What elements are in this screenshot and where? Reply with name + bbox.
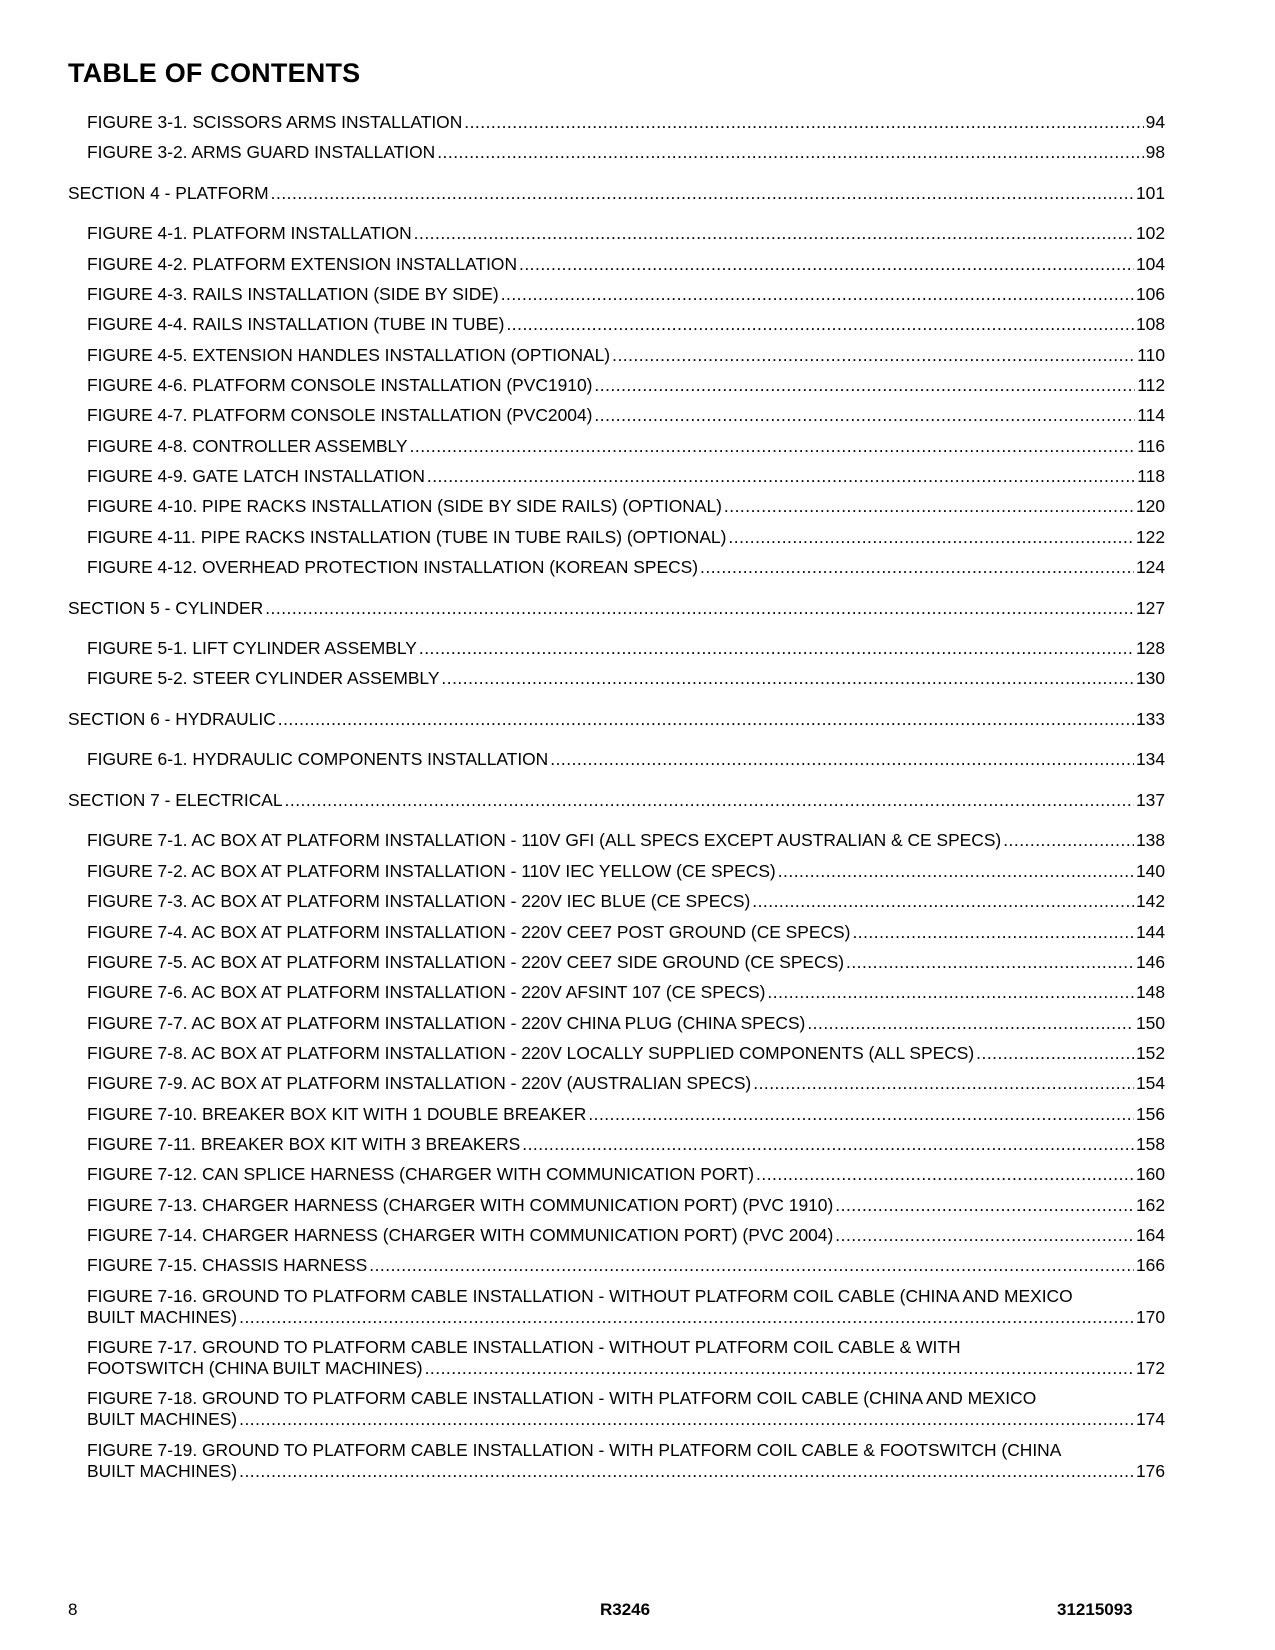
toc-entry-page: 134 xyxy=(1135,749,1165,770)
dot-leader xyxy=(419,638,1134,659)
toc-entry-page: 122 xyxy=(1135,526,1165,547)
dot-leader xyxy=(753,1073,1134,1094)
toc-entry-page: 130 xyxy=(1135,668,1165,689)
dot-leader xyxy=(724,496,1134,517)
toc-entry-figure[interactable] xyxy=(68,1104,1165,1125)
toc-entry-page: 148 xyxy=(1135,982,1165,1003)
toc-entry-page: 110 xyxy=(1137,344,1165,365)
toc-entry-page: 108 xyxy=(1135,314,1165,335)
toc-entry-title-line1: FIGURE 7-16. GROUND TO PLATFORM CABLE INSTALLATION - WITHOUT PLATFORM COIL CABLE (CHINA AND MEXICO xyxy=(87,1285,1073,1306)
toc-entry-title: FIGURE 4-9. GATE LATCH INSTALLATION xyxy=(87,466,425,487)
dot-leader xyxy=(612,345,1135,366)
toc-entry-page: 164 xyxy=(1135,1224,1165,1245)
toc-entry-section[interactable] xyxy=(68,790,1165,811)
toc-entry-page: 128 xyxy=(1135,638,1165,659)
toc-entry-title: FIGURE 7-3. AC BOX AT PLATFORM INSTALLATION - 220V IEC BLUE (CE SPECS) xyxy=(87,891,751,912)
dot-leader xyxy=(767,982,1134,1003)
toc-entry-title: FIGURE 3-2. ARMS GUARD INSTALLATION xyxy=(87,142,436,163)
toc-entry-title: SECTION 4 - PLATFORM xyxy=(68,182,269,203)
toc-entry-title: FIGURE 4-5. EXTENSION HANDLES INSTALLATION (OPTIONAL) xyxy=(87,344,611,365)
toc-entry-title: FIGURE 4-4. RAILS INSTALLATION (TUBE IN TUBE) xyxy=(87,314,505,335)
toc-entry-title: FIGURE 7-9. AC BOX AT PLATFORM INSTALLATION - 220V (AUSTRALIAN SPECS) xyxy=(87,1073,752,1094)
toc-entry-title: FIGURE 6-1. HYDRAULIC COMPONENTS INSTALLATION xyxy=(87,749,549,770)
dot-leader xyxy=(278,709,1134,730)
toc-entry-figure[interactable] xyxy=(68,1255,1165,1276)
toc-entry-title: FIGURE 7-1. AC BOX AT PLATFORM INSTALLATION - 110V GFI (ALL SPECS EXCEPT AUSTRALIAN & CE SPECS) xyxy=(87,830,1002,851)
toc-entry-title: FIGURE 4-2. PLATFORM EXTENSION INSTALLATION xyxy=(87,253,517,274)
dot-leader xyxy=(807,1013,1134,1034)
toc-entry-title: FIGURE 4-10. PIPE RACKS INSTALLATION (SIDE BY SIDE RAILS) (OPTIONAL) xyxy=(87,496,722,517)
toc-entry-page: 160 xyxy=(1135,1164,1165,1185)
toc-entry-figure[interactable] xyxy=(68,1043,1165,1064)
toc-entry-figure[interactable] xyxy=(68,1073,1165,1094)
toc-entry-title: FIGURE 7-14. CHARGER HARNESS (CHARGER WITH COMMUNICATION PORT) (PVC 2004) xyxy=(87,1224,834,1245)
toc-entry-page: 174 xyxy=(1135,1409,1165,1430)
toc-entry-page: 140 xyxy=(1135,860,1165,881)
toc-entry-page: 172 xyxy=(1135,1357,1165,1378)
toc-entry-figure[interactable] xyxy=(68,527,1165,548)
toc-entry-figure[interactable] xyxy=(68,1337,1165,1379)
toc-entry-section[interactable] xyxy=(68,598,1165,619)
toc-entry-page: 106 xyxy=(1135,284,1165,305)
toc-entry-figure[interactable] xyxy=(68,314,1165,335)
toc-entry-title: FIGURE 7-12. CAN SPLICE HARNESS (CHARGER WITH COMMUNICATION PORT) xyxy=(87,1164,755,1185)
toc-entry-figure[interactable] xyxy=(68,1013,1165,1034)
dot-leader xyxy=(271,183,1134,204)
toc-entry-title: FIGURE 7-6. AC BOX AT PLATFORM INSTALLATION - 220V AFSINT 107 (CE SPECS) xyxy=(87,982,766,1003)
toc-entry-figure[interactable] xyxy=(68,345,1165,366)
toc-entry-page: 127 xyxy=(1135,597,1165,618)
dot-leader xyxy=(414,223,1134,244)
toc-entry-page: 146 xyxy=(1135,951,1165,972)
toc-entry-figure[interactable] xyxy=(68,1286,1165,1328)
toc-entry-title-line1: FIGURE 7-18. GROUND TO PLATFORM CABLE INSTALLATION - WITH PLATFORM COIL CABLE (CHINA AND MEXICO xyxy=(87,1388,1037,1409)
toc-entry-page: 138 xyxy=(1135,830,1165,851)
toc-entry-figure[interactable] xyxy=(68,861,1165,882)
dot-leader xyxy=(846,952,1134,973)
toc-entry-title-line1: FIGURE 7-19. GROUND TO PLATFORM CABLE INSTALLATION - WITH PLATFORM COIL CABLE & FOOTSWITCH (CHINA xyxy=(87,1439,1062,1460)
toc-entry-page: 170 xyxy=(1135,1306,1165,1327)
toc-entry-page: 176 xyxy=(1135,1460,1165,1481)
dot-leader xyxy=(239,1307,1134,1328)
page-title: TABLE OF CONTENTS xyxy=(68,58,361,88)
dot-leader xyxy=(594,405,1135,426)
dot-leader xyxy=(239,1409,1134,1430)
toc-entry-title: FIGURE 4-1. PLATFORM INSTALLATION xyxy=(87,223,412,244)
toc-entry-title: FIGURE 7-5. AC BOX AT PLATFORM INSTALLATION - 220V CEE7 SIDE GROUND (CE SPECS) xyxy=(87,951,844,972)
toc-entry-figure[interactable] xyxy=(68,1388,1165,1430)
toc-entry-page: 101 xyxy=(1135,182,1165,203)
toc-entry-title: FIGURE 7-2. AC BOX AT PLATFORM INSTALLATION - 110V IEC YELLOW (CE SPECS) xyxy=(87,860,776,881)
dot-leader xyxy=(441,668,1134,689)
toc-entry-page: 144 xyxy=(1135,921,1165,942)
toc-entry-figure[interactable] xyxy=(68,223,1165,244)
toc-entry-title: SECTION 7 - ELECTRICAL xyxy=(68,789,283,810)
toc-entry-title-line2: BUILT MACHINES) xyxy=(87,1306,238,1327)
dot-leader xyxy=(410,436,1136,457)
toc-entry-figure[interactable] xyxy=(68,1195,1165,1216)
dot-leader xyxy=(522,1134,1134,1155)
dot-leader xyxy=(728,527,1134,548)
toc-entry-title-line2: BUILT MACHINES) xyxy=(87,1409,238,1430)
toc-entry-title-line1: FIGURE 7-17. GROUND TO PLATFORM CABLE INSTALLATION - WITHOUT PLATFORM COIL CABLE & WITH xyxy=(87,1336,961,1357)
toc-entry-page: 162 xyxy=(1135,1194,1165,1215)
dot-leader xyxy=(752,891,1134,912)
dot-leader xyxy=(588,1104,1134,1125)
toc-entry-page: 112 xyxy=(1137,375,1165,396)
toc-entry-figure[interactable] xyxy=(68,254,1165,275)
toc-entry-title: FIGURE 4-8. CONTROLLER ASSEMBLY xyxy=(87,435,408,456)
toc-entry-page: 152 xyxy=(1135,1042,1165,1063)
toc-entry-page: 124 xyxy=(1135,557,1165,578)
toc-entry-figure[interactable] xyxy=(68,1134,1165,1155)
dot-leader xyxy=(369,1255,1134,1276)
toc-entry-page: 142 xyxy=(1135,891,1165,912)
toc-entry-section[interactable] xyxy=(68,709,1165,730)
toc-entry-title: SECTION 6 - HYDRAULIC xyxy=(68,708,276,729)
toc-entry-title: FIGURE 5-2. STEER CYLINDER ASSEMBLY xyxy=(87,668,440,689)
toc-entry-title: FIGURE 7-7. AC BOX AT PLATFORM INSTALLATION - 220V CHINA PLUG (CHINA SPECS) xyxy=(87,1012,806,1033)
toc-entry-title-line2: FOOTSWITCH (CHINA BUILT MACHINES) xyxy=(87,1357,423,1378)
toc-entry-page: 150 xyxy=(1135,1012,1165,1033)
toc-entry-figure[interactable] xyxy=(68,830,1165,851)
toc-entry-page: 166 xyxy=(1135,1255,1165,1276)
dot-leader xyxy=(594,375,1135,396)
toc-entry-figure[interactable] xyxy=(68,1164,1165,1185)
footer-page-number: 8 xyxy=(68,1600,78,1619)
toc-entry-page: 98 xyxy=(1145,142,1165,163)
toc-entry-figure[interactable] xyxy=(68,496,1165,517)
dot-leader xyxy=(778,861,1134,882)
dot-leader xyxy=(1003,830,1134,851)
toc-entry-figure[interactable] xyxy=(68,982,1165,1003)
dot-leader xyxy=(852,922,1134,943)
toc-entry-figure[interactable] xyxy=(68,1225,1165,1246)
toc-entry-page: 154 xyxy=(1135,1073,1165,1094)
footer-part-number: 31215093 xyxy=(1057,1600,1133,1619)
toc-entry-figure[interactable] xyxy=(68,466,1165,487)
toc-entry-title: SECTION 5 - CYLINDER xyxy=(68,597,264,618)
dot-leader xyxy=(285,790,1134,811)
toc-entry-page: 156 xyxy=(1135,1103,1165,1124)
toc-entry-figure[interactable] xyxy=(68,436,1165,457)
dot-leader xyxy=(425,1358,1134,1379)
toc-entry-figure[interactable] xyxy=(68,891,1165,912)
toc-entry-page: 158 xyxy=(1135,1133,1165,1154)
toc-entry-page: 133 xyxy=(1135,708,1165,729)
toc-entry-title: FIGURE 4-6. PLATFORM CONSOLE INSTALLATION (PVC1910) xyxy=(87,375,593,396)
dot-leader xyxy=(835,1225,1134,1246)
toc-entry-title: FIGURE 7-11. BREAKER BOX KIT WITH 3 BREAKERS xyxy=(87,1133,521,1154)
toc-entry-figure[interactable] xyxy=(68,142,1165,163)
toc-entry-page: 120 xyxy=(1135,496,1165,517)
toc-entry-figure[interactable] xyxy=(68,668,1165,689)
toc-entry-title: FIGURE 7-10. BREAKER BOX KIT WITH 1 DOUBLE BREAKER xyxy=(87,1103,587,1124)
dot-leader xyxy=(427,466,1135,487)
toc-entry-title: FIGURE 4-11. PIPE RACKS INSTALLATION (TUBE IN TUBE RAILS) (OPTIONAL) xyxy=(87,526,727,547)
table-of-contents xyxy=(68,112,1165,1482)
toc-entry-figure[interactable] xyxy=(68,952,1165,973)
toc-entry-title: FIGURE 7-13. CHARGER HARNESS (CHARGER WITH COMMUNICATION PORT) (PVC 1910) xyxy=(87,1194,834,1215)
toc-entry-page: 104 xyxy=(1135,253,1165,274)
toc-entry-page: 137 xyxy=(1135,789,1165,810)
toc-entry-title: FIGURE 5-1. LIFT CYLINDER ASSEMBLY xyxy=(87,638,417,659)
toc-entry-title-line2: BUILT MACHINES) xyxy=(87,1460,238,1481)
toc-entry-figure[interactable] xyxy=(68,749,1165,770)
toc-entry-figure[interactable] xyxy=(68,375,1165,396)
toc-entry-figure[interactable] xyxy=(68,557,1165,578)
toc-entry-title: FIGURE 7-8. AC BOX AT PLATFORM INSTALLATION - 220V LOCALLY SUPPLIED COMPONENTS (ALL SPECS) xyxy=(87,1042,975,1063)
dot-leader xyxy=(506,314,1134,335)
dot-leader xyxy=(550,749,1134,770)
toc-entry-figure[interactable] xyxy=(68,922,1165,943)
toc-entry-figure[interactable] xyxy=(68,284,1165,305)
toc-entry-title: FIGURE 3-1. SCISSORS ARMS INSTALLATION xyxy=(87,112,463,132)
dot-leader xyxy=(239,1461,1134,1482)
toc-entry-title: FIGURE 7-4. AC BOX AT PLATFORM INSTALLATION - 220V CEE7 POST GROUND (CE SPECS) xyxy=(87,921,851,942)
dot-leader xyxy=(700,557,1134,578)
toc-entry-page: 118 xyxy=(1137,466,1165,487)
dot-leader xyxy=(437,142,1143,163)
toc-entry-title: FIGURE 7-15. CHASSIS HARNESS xyxy=(87,1255,368,1276)
footer-doc-id: R3246 xyxy=(600,1600,651,1619)
dot-leader xyxy=(265,598,1134,619)
toc-entry-title: FIGURE 4-3. RAILS INSTALLATION (SIDE BY SIDE) xyxy=(87,284,499,305)
toc-entry-figure[interactable] xyxy=(68,638,1165,659)
toc-entry-figure[interactable] xyxy=(68,112,1165,133)
toc-entry-figure[interactable] xyxy=(68,1440,1165,1482)
dot-leader xyxy=(519,254,1134,275)
toc-entry-page: 94 xyxy=(1145,112,1165,132)
dot-leader xyxy=(756,1164,1134,1185)
dot-leader xyxy=(501,284,1134,305)
toc-entry-figure[interactable] xyxy=(68,405,1165,426)
dot-leader xyxy=(976,1043,1134,1064)
toc-entry-page: 102 xyxy=(1135,223,1165,244)
toc-entry-page: 116 xyxy=(1137,435,1165,456)
toc-entry-title: FIGURE 4-12. OVERHEAD PROTECTION INSTALLATION (KOREAN SPECS) xyxy=(87,557,699,578)
toc-entry-page: 114 xyxy=(1137,405,1165,426)
dot-leader xyxy=(835,1195,1134,1216)
toc-entry-section[interactable] xyxy=(68,183,1165,204)
toc-entry-title: FIGURE 4-7. PLATFORM CONSOLE INSTALLATION (PVC2004) xyxy=(87,405,593,426)
dot-leader xyxy=(464,112,1143,133)
